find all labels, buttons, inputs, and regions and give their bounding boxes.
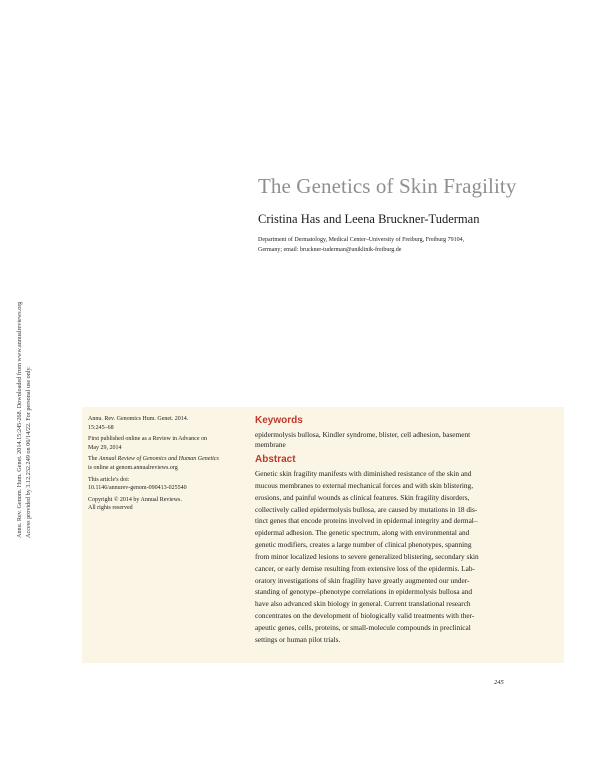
abstract-line: epidermal adhesion. The genetic spectrum, along with environmental and — [255, 528, 470, 538]
abstract-line: genetic modifiers, creates a large number of clinical phenotypes, spanning — [255, 540, 472, 550]
journal-online-notice — [88, 455, 238, 472]
access-notice-line: Access provided by 3.12.232.249 on 06/14/22. For personal use only. — [25, 366, 32, 538]
abstract-line: oratory investigations of skin fragility have greatly augmented our under- — [255, 575, 470, 585]
affiliation-line: Germany; email: bruckner-tuderman@uniklinik-freiburg.de — [258, 246, 402, 253]
access-notice — [15, 302, 33, 538]
abstract-line: standing of genotype–phenotype correlations in epidermolysis bullosa and — [255, 587, 473, 597]
article-info-sidebar — [88, 415, 238, 516]
abstract-line: concentrates on the development of biologically valid treatments with ther- — [255, 611, 475, 621]
abstract-heading: Abstract — [255, 454, 296, 465]
abstract-line: from minor localized lesions to severe generalized blistering, secondary skin — [255, 551, 479, 561]
abstract-line: have also advanced skin biology in general. Current translational research — [255, 599, 471, 609]
online-suffix: is online at genom.annualreviews.org — [88, 464, 178, 471]
abstract-line: apeutic genes, cells, proteins, or small-molecule compounds in preclinical — [255, 622, 471, 632]
author-list: Cristina Has and Leena Bruckner-Tuderman — [258, 212, 480, 226]
abstract-column — [255, 415, 555, 646]
page-number: 245 — [494, 679, 504, 686]
affiliation — [258, 236, 528, 255]
citation-line: 15:245–68 — [88, 424, 114, 431]
abstract-text — [255, 468, 555, 646]
doi-value[interactable]: 10.1146/annurev-genom-090413-025540 — [88, 485, 187, 492]
online-prefix: The — [88, 456, 98, 463]
copyright-line: Copyright © 2014 by Annual Reviews. — [88, 496, 182, 503]
keywords-heading: Keywords — [255, 415, 303, 426]
keywords-line: epidermolysis bullosa, Kindler syndrome, blister, cell adhesion, basement — [255, 430, 471, 439]
abstract-line: settings or human pilot trials. — [255, 634, 341, 644]
citation-line: Annu. Rev. Genomics Hum. Genet. 2014. — [88, 416, 189, 422]
doi — [88, 476, 238, 493]
copyright — [88, 496, 238, 513]
abstract-line: tinct genes that encode proteins involved in epidermal integrity and dermal– — [255, 516, 478, 526]
first-published-line: May 29, 2014 — [88, 444, 122, 451]
abstract-line: mucous membranes to external mechanical forces and with skin blistering, — [255, 480, 474, 490]
copyright-line: All rights reserved — [88, 505, 133, 512]
abstract-line: cancer, or early demise resulting from extensive loss of the epidermis. Lab- — [255, 563, 475, 573]
doi-label: This article's doi: — [88, 476, 130, 483]
affiliation-line: Department of Dermatology, Medical Center–University of Freiburg, Freiburg 79104, — [258, 237, 465, 243]
article-title: The Genetics of Skin Fragility — [258, 174, 517, 198]
citation — [88, 415, 238, 432]
journal-name: Annual Review of Genomics and Human Genetics — [98, 456, 219, 463]
abstract-line: Genetic skin fragility manifests with diminished resistance of the skin and — [255, 469, 472, 478]
first-published-line: First published online as a Review in Advance on — [88, 436, 207, 443]
abstract-line: erosions, and painful wounds as clinical features. Skin fragility disorders, — [255, 492, 470, 502]
keywords — [255, 430, 555, 450]
access-notice-line: Annu. Rev. Genom. Hum. Genet. 2014.15:245-268. Downloaded from www.annualreviews.org — [16, 301, 23, 538]
abstract-line: collectively called epidermolysis bullosa, are caused by mutations in 18 dis- — [255, 504, 478, 514]
first-published — [88, 435, 238, 452]
keywords-line: membrane — [255, 440, 286, 449]
